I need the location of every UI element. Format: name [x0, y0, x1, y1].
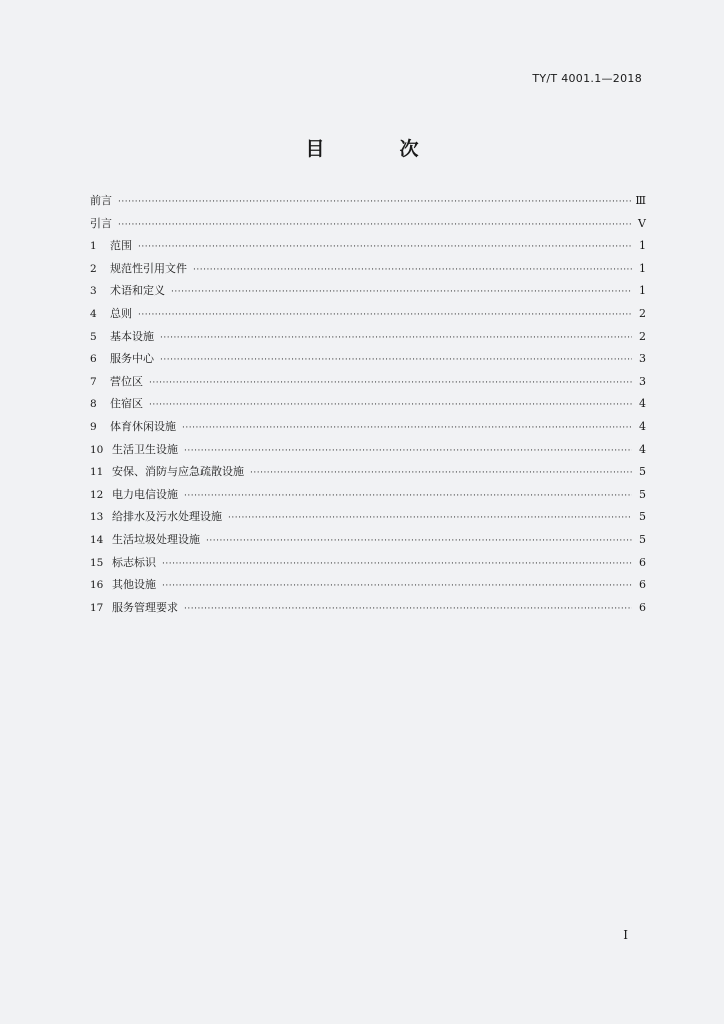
toc-leader-dots	[138, 242, 632, 252]
toc-entry-label: 生活卫生设施	[112, 442, 178, 456]
toc-entry[interactable]	[90, 373, 646, 396]
toc-entry[interactable]	[90, 463, 646, 486]
toc-entry-page: 2	[639, 329, 646, 343]
toc-leader-dots	[193, 265, 632, 275]
toc-entry-page: 1	[639, 284, 646, 298]
toc-entry-number: 1	[90, 240, 97, 253]
toc-entry-page: Ⅲ	[635, 194, 646, 207]
toc-entry[interactable]	[90, 599, 646, 622]
toc-leader-dots	[171, 287, 632, 297]
toc-entry-page: 6	[639, 555, 646, 569]
toc-entry[interactable]	[90, 260, 646, 283]
toc-entry-page: 5	[639, 510, 646, 524]
toc-leader-dots	[184, 491, 632, 501]
toc-entry-label: 体育休闲设施	[110, 419, 176, 433]
toc-entry-label: 其他设施	[112, 578, 156, 592]
toc-entry-label: 前言	[90, 194, 112, 207]
toc-entry[interactable]	[90, 554, 646, 577]
toc-entry-number: 16	[90, 579, 104, 592]
toc-leader-dots	[118, 220, 632, 230]
toc-leader-dots	[228, 513, 632, 523]
toc-entry-number: 11	[90, 466, 104, 479]
toc-entry-page: 1	[639, 239, 646, 253]
toc-entry[interactable]	[90, 282, 646, 305]
toc-entry-label: 规范性引用文件	[110, 261, 187, 275]
toc-entry-number: 9	[90, 420, 97, 433]
toc-leader-dots	[149, 378, 632, 388]
toc-entry-label: 生活垃圾处理设施	[112, 532, 200, 546]
toc-entry-label: 总则	[110, 306, 132, 320]
toc-entry-page: 4	[639, 419, 646, 433]
toc-entry-label: 给排水及污水处理设施	[112, 510, 222, 524]
toc-entry[interactable]	[90, 237, 646, 260]
toc-entry-number: 6	[90, 353, 97, 366]
toc-leader-dots	[184, 604, 632, 614]
toc-leader-dots	[250, 468, 632, 478]
toc-entry[interactable]	[90, 305, 646, 328]
toc-entry[interactable]	[90, 350, 646, 373]
toc-entry-number: 12	[90, 488, 104, 501]
toc-leader-dots	[182, 423, 632, 433]
toc-leader-dots	[149, 400, 632, 410]
toc-leader-dots	[118, 197, 631, 207]
toc-entry-label: 服务管理要求	[112, 600, 178, 614]
table-of-contents	[90, 192, 646, 621]
toc-entry-number: 5	[90, 330, 97, 343]
toc-entry[interactable]	[90, 328, 646, 351]
toc-entry[interactable]	[90, 395, 646, 418]
toc-entry-label: 标志标识	[112, 555, 156, 569]
toc-entry-number: 13	[90, 511, 104, 524]
toc-entry-label: 电力电信设施	[112, 487, 178, 501]
toc-entry-page: 3	[639, 374, 646, 388]
toc-entry[interactable]	[90, 418, 646, 441]
toc-entry-label: 安保、消防与应急疏散设施	[112, 465, 244, 479]
toc-entry-page: 1	[639, 261, 646, 275]
toc-entry[interactable]	[90, 576, 646, 599]
page-number: I	[623, 928, 628, 942]
toc-entry-number: 8	[90, 398, 97, 411]
toc-entry-page: 5	[639, 465, 646, 479]
toc-entry-number: 2	[90, 262, 97, 275]
toc-leader-dots	[162, 581, 632, 591]
toc-entry-page: 4	[639, 442, 646, 456]
toc-entry-page: 6	[639, 600, 646, 614]
page-title: 目 次	[305, 138, 447, 160]
toc-entry-page: 4	[639, 397, 646, 411]
toc-entry-page: 6	[639, 578, 646, 592]
toc-entry[interactable]	[90, 441, 646, 464]
toc-entry-number: 4	[90, 307, 97, 320]
toc-leader-dots	[160, 333, 632, 343]
toc-entry[interactable]	[90, 486, 646, 509]
toc-entry-label: 范围	[110, 239, 132, 253]
toc-entry-number: 7	[90, 375, 97, 388]
toc-leader-dots	[184, 446, 632, 456]
toc-entry-label: 营位区	[110, 374, 143, 388]
toc-leader-dots	[138, 310, 632, 320]
toc-entry[interactable]	[90, 192, 646, 215]
toc-entry-page: 5	[639, 487, 646, 501]
toc-entry[interactable]	[90, 531, 646, 554]
toc-entry-page: Ⅴ	[638, 216, 646, 230]
toc-entry-number: 17	[90, 601, 104, 614]
toc-leader-dots	[160, 355, 632, 365]
toc-entry-number: 3	[90, 285, 97, 298]
toc-entry-label: 引言	[90, 216, 112, 230]
toc-entry[interactable]	[90, 215, 646, 238]
toc-entry-label: 住宿区	[110, 397, 143, 411]
toc-entry-label: 基本设施	[110, 329, 154, 343]
toc-entry[interactable]	[90, 508, 646, 531]
toc-entry-label: 服务中心	[110, 352, 154, 366]
toc-leader-dots	[206, 536, 632, 546]
toc-entry-page: 3	[639, 352, 646, 366]
standard-code: TY/T 4001.1—2018	[532, 72, 642, 85]
toc-entry-number: 10	[90, 443, 104, 456]
toc-entry-page: 2	[639, 306, 646, 320]
toc-entry-number: 14	[90, 533, 104, 546]
toc-entry-number: 15	[90, 556, 104, 569]
toc-leader-dots	[162, 559, 632, 569]
toc-entry-page: 5	[639, 532, 646, 546]
toc-entry-label: 术语和定义	[110, 284, 165, 298]
